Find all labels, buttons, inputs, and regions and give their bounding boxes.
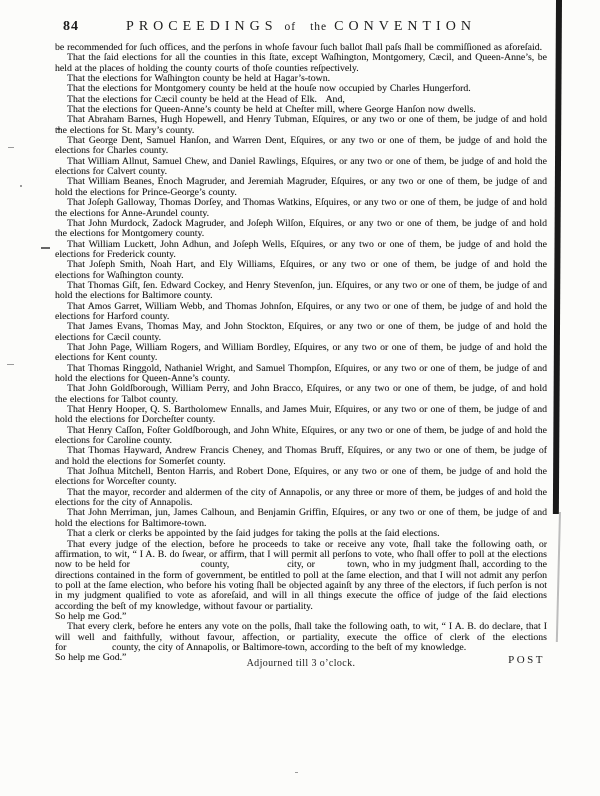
paragraph: That William Beanes, Enoch Magruder, and Jeremiah Magruder, Eſquires, or any two or one of them, be judge of and hold the elections for Prince-George’s county. (55, 176, 547, 198)
paragraph: That Abraham Barnes, Hugh Hopewell, and Henry Tubman, Eſquires, or any two or one of them, be judge of and hold the elections for St. Mary’s county. (55, 114, 547, 136)
paragraph: That William Luckett, John Adhun, and Joſeph Wells, Eſquires, or any two or one of them, be judge of and hold the elections for Frederick county. (55, 238, 547, 260)
scan-speck (7, 364, 14, 365)
title-word: PROCEEDINGS (126, 19, 278, 34)
catchword: POST (508, 653, 545, 666)
paragraph: That Amos Garret, William Webb, and Thomas Johnſon, Eſquires, or any two or one of them, be judge of and hold the elections for Harford county. (55, 300, 547, 322)
paragraph-judge-oath: That every judge of the election, before he proceeds to take or receive any vote, ſhall take the following oath, or affirmation, to wit, “ I A. B. do ſwear, or affirm, that I will permit all perſons to vote, who ſhall offer to poll at the elections now to be held for county, city, or town, who in my judgment ſhall, according to the directions contained in the form of government, be entitled to poll at the ſame election, and that I will not admit any perſon to poll at the ſame election, who before his voting ſhall be objected againſt by any three of the electors, if ſuch perſon is not in my judgment qualified to vote as aforeſaid, and will in all things execute the office of judge of the ſaid elections according the beſt of my knowledge, without favour or partiality. (55, 538, 547, 612)
paragraph: That William Allnut, Samuel Chew, and Daniel Rawlings, Eſquires, or any two or one of them, be judge of and hold the elections for Calvert county. (55, 155, 547, 178)
paragraph: That John Page, William Rogers, and William Bordley, Eſquires, or any two or one of them, be judge of and hold the elections for Kent county. (55, 341, 547, 364)
paragraph: That the elections for Montgomery county be held at the houſe now occupied by Charles Hungerford. (67, 83, 471, 95)
paragraph: That the elections for Waſhington county be held at Hagar’s-town. (67, 73, 331, 85)
scan-speck (295, 772, 298, 773)
binding-shadow (553, 0, 562, 514)
paragraph: That the mayor, recorder and aldermen of the city of Annapolis, or any three or more of them, be judges of and hold the elections for the city of Annapolis. (55, 486, 547, 509)
paragraph: That Thomas Hayward, Andrew Francis Cheney, and Thomas Bruff, Eſquires, or any two or one of them, be judge of and hold the elections for Somerſet county. (55, 445, 547, 467)
paragraph: That the elections for Queen-Anne’s county be held at Cheſter mill, where George Hanſon now dwells. (67, 104, 476, 116)
binding-shadow-faint (556, 512, 561, 642)
paragraph: That the elections for Cæcil county be held at the Head of Elk. And, (67, 93, 345, 105)
title-word: CONVENTION (334, 19, 476, 34)
paragraph: be recommended for ſuch offices, and the perſons in whoſe favour ſuch ballot ſhall paſs ſhall be commiſſioned as aforeſaid. (55, 42, 543, 53)
paragraph: That Joſeph Galloway, Thomas Dorſey, and Thomas Watkins, Eſquires, or any two or one of them, be judge of and hold the elections for Anne-Arundel county. (55, 197, 547, 219)
page-number: 84 (63, 19, 79, 34)
scan-speck (8, 147, 14, 148)
paragraph: That Thomas Ringgold, Nathaniel Wright, and Samuel Thompſon, Eſquires, or any two or one of them, be judge of and hold the elections for Queen-Anne’s county. (55, 362, 547, 384)
page-footer (55, 654, 547, 672)
page-header (55, 14, 547, 40)
page-title (126, 14, 476, 35)
body-text (55, 43, 547, 664)
adjournment-note: Adjourned till 3 o’clock. (246, 657, 356, 669)
title-word: of (284, 21, 297, 33)
paragraph: That Joſeph Smith, Noah Hart, and Ely Williams, Eſquires, or any two or one of them, be judge of and hold the elections for Waſhington county. (55, 259, 547, 281)
paragraph-clerk-oath: That every clerk, before he enters any vote on the polls, ſhall take the following oath, to wit, “ I A. B. do declare, that I will well and faithfully, without favour, affection, or partiality, execute the office of clerk of the elections for county, the city of Annapolis, or Baltimore-town, according to the beſt of my knowledge. (55, 621, 547, 653)
paragraph: That Henry Caſſon, Foſter Goldſborough, and John White, Eſquires, or any two or one of them, be judge of and hold the elections for Caroline county. (55, 424, 547, 447)
paragraph: That Thomas Giſt, ſen. Edward Cockey, and Henry Stevenſon, jun. Eſquires, or any two or one of them, be judge of and hold the elections for Baltimore county. (55, 279, 547, 302)
paragraph: That George Dent, Samuel Hanſon, and Warren Dent, Eſquires, or any two or one of them, be judge of and hold the elections for Charles county. (55, 135, 547, 157)
text-block (55, 14, 547, 672)
title-word: the (310, 21, 328, 33)
paragraph: That Joſhua Mitchell, Benton Harris, and Robert Done, Eſquires, or any two or one of them, be judge of and hold the elections for Worceſter county. (55, 466, 547, 488)
paragraph: That Henry Hooper, Q. S. Bartholomew Ennalls, and James Muir, Eſquires, or any two or one of them, be judge of and hold the elections for Dorcheſter county. (55, 404, 547, 426)
paragraph: That the ſaid elections for all the counties in this ſtate, except Waſhington, Montgomery, Cæcil, and Queen-Anne’s, be held at the places of holding the county courts of thoſe counties reſpectively. (55, 52, 547, 74)
paragraph: That a clerk or clerks be appointed by the ſaid judges for taking the polls at the ſaid elections. (67, 528, 440, 540)
paragraph: That John Murdock, Zadock Magruder, and Joſeph Wilſon, Eſquires, or any two or one of them, be judge of and hold the elections for Montgomery county. (55, 217, 547, 240)
paragraph: So help me God.” (55, 652, 127, 664)
scan-speck (41, 247, 50, 249)
scan-speck (20, 185, 22, 187)
paragraph: That John Goldſborough, William Perry, and John Bracco, Eſquires, or any two or one of them, be judge, of and hold the elections for Talbot county. (55, 383, 547, 405)
paragraph: That James Evans, Thomas May, and John Stockton, Eſquires, or any two or one of them, be judge of and hold the elections for Cæcil county. (55, 321, 547, 343)
paragraph: That John Merriman, jun, James Calhoun, and Benjamin Griffin, Eſquires, or any two or one of them, be judge of and hold the elections for Baltimore-town. (55, 507, 547, 529)
paragraph: So help me God.” (55, 610, 127, 622)
